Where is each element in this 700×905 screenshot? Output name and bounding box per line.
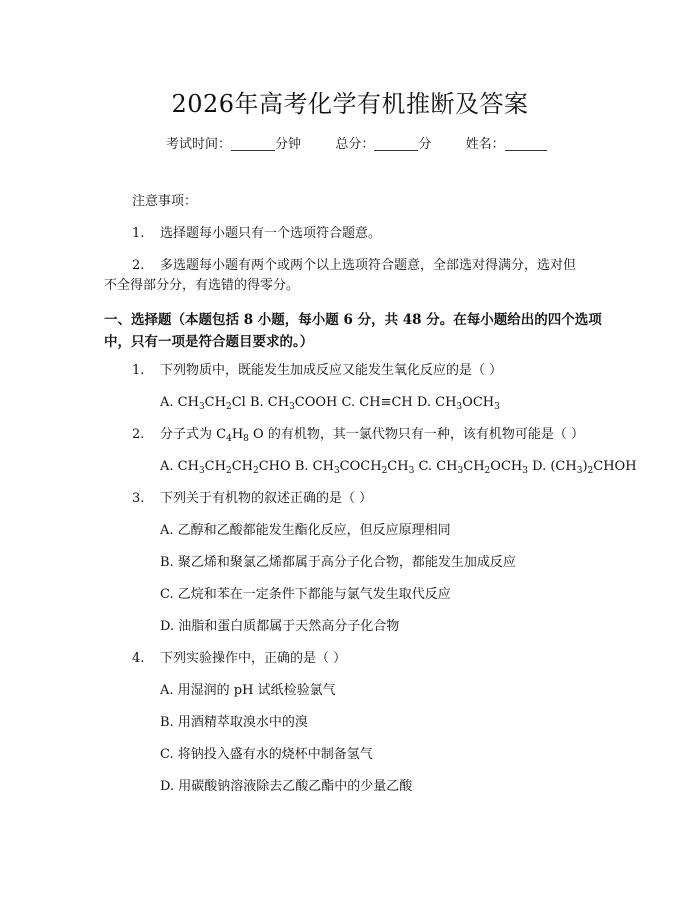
question-stem: 2. 分子式为 $C_4H_8$ O 的有机物，其一氯代物只有一种，该有机物可能是（ ） xyxy=(132,427,584,444)
question-number: 3. xyxy=(132,491,145,506)
score-unit: 分 xyxy=(418,137,432,152)
question-text: 下列关于有机物的叙述正确的是（ ） xyxy=(160,491,373,506)
page-title: 2026年高考化学有机推断及答案 xyxy=(171,90,529,118)
question-number: 2. xyxy=(132,427,145,442)
note-text: 选择题每小题只有一个选项符合题意。 xyxy=(160,226,382,241)
note-item xyxy=(132,257,576,275)
note-number: 1. xyxy=(132,226,145,241)
option-b: B. 聚乙烯和聚氯乙烯都属于高分子化合物，都能发生加成反应 xyxy=(160,555,516,570)
question-number: 1. xyxy=(132,363,145,378)
note-text: 多选题每小题有两个或两个以上选项符合题意，全部选对得满分，选对但 xyxy=(160,258,577,273)
score-blank xyxy=(374,136,418,151)
question-options: A. $CH_3CH_2CH_2CHO$ B. $CH_3COCH_2CH_3$ C. $CH_3CH_2OCH_3$ D. $(CH_3)_2CHOH$ xyxy=(160,459,637,476)
score-label: 总分： xyxy=(335,137,375,152)
question-text: 下列实验操作中，正确的是（ ） xyxy=(160,651,347,666)
section-heading-line: 一、选择题（本题包括 8 小题，每小题 6 分，共 48 分。在每小题给出的四个选项 xyxy=(104,312,602,328)
section-heading xyxy=(104,309,604,353)
time-label: 考试时间： xyxy=(166,137,232,152)
notes-heading: 注意事项： xyxy=(132,194,198,209)
option-b: B. 用酒精萃取溴水中的溴 xyxy=(160,715,308,730)
section-heading-line: 中，只有一项是符合题目要求的。） xyxy=(104,334,314,350)
option-a: A. 乙醇和乙酸都能发生酯化反应，但反应原理相同 xyxy=(160,523,451,538)
question-options: A. $CH_3CH_2Cl$ B. $CH_3COOH$ C. CH≡CH D. $CH_3OCH_3$ xyxy=(160,395,500,412)
question-text: 下列物质中，既能发生加成反应又能发生氧化反应的是（ ） xyxy=(160,363,503,378)
name-label: 姓名： xyxy=(465,137,505,152)
question-stem xyxy=(132,490,372,508)
option-c: C. 乙烷和苯在一定条件下都能与氯气发生取代反应 xyxy=(160,587,451,602)
note-text-continued: 不全得部分分，有选错的得零分。 xyxy=(104,278,300,293)
question-stem xyxy=(132,362,502,380)
option-c: C. 将钠投入盛有水的烧杯中制备氢气 xyxy=(160,747,373,762)
option-d: D. 油脂和蛋白质都属于天然高分子化合物 xyxy=(160,619,400,634)
note-item xyxy=(132,225,381,243)
time-blank xyxy=(231,136,275,151)
name-blank xyxy=(505,136,547,151)
exam-info-line xyxy=(166,133,547,152)
note-number: 2. xyxy=(132,258,145,273)
time-unit: 分钟 xyxy=(275,137,302,152)
option-a: A. 用湿润的 pH 试纸检验氯气 xyxy=(160,683,336,698)
question-stem xyxy=(132,650,346,668)
option-d: D. 用碳酸钠溶液除去乙酸乙酯中的少量乙酸 xyxy=(160,779,413,794)
question-number: 4. xyxy=(132,651,145,666)
